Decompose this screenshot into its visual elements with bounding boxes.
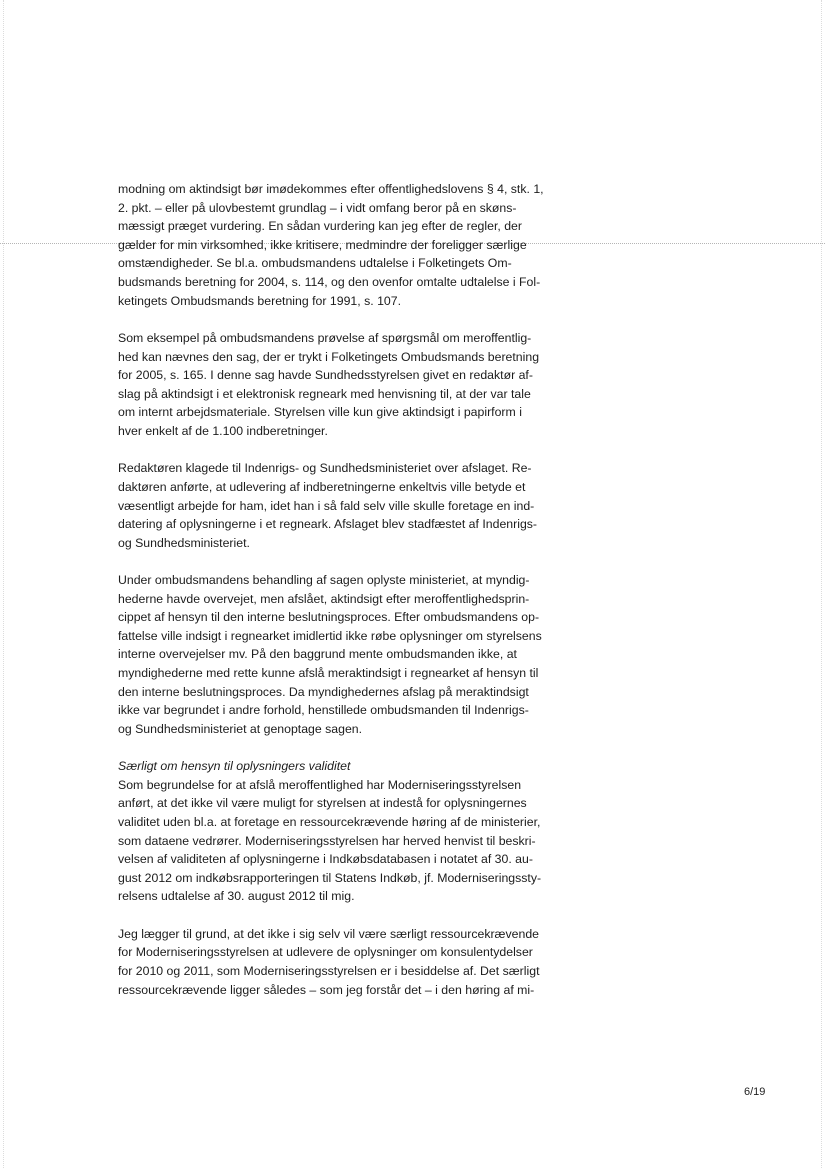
text-line: slag på aktindsigt i et elektronisk regneark med henvisning til, at der var tale xyxy=(118,386,531,401)
text-line: daktøren anførte, at udlevering af indberetningerne enkeltvis ville betyde et xyxy=(118,479,526,494)
text-line: velsen af validiteten af oplysningerne i Indkøbsdatabasen i notatet af 30. au- xyxy=(118,852,533,867)
paragraph xyxy=(118,180,580,310)
text-line: hed kan nævnes den sag, der er trykt i Folketingets Ombudsmands beretning xyxy=(118,349,540,364)
text-line: hver enkelt af de 1.100 indberetninger. xyxy=(118,423,328,438)
paragraph xyxy=(118,776,580,906)
text-line: væsentligt arbejde for ham, idet han i så fald selv ville skulle foretage en ind- xyxy=(118,498,535,513)
text-line: interne overvejelser mv. På den baggrund mente ombudsmanden ikke, at xyxy=(118,647,517,662)
text-line: Redaktøren klagede til Indenrigs- og Sundhedsministeriet over afslaget. Re- xyxy=(118,461,532,476)
document-body xyxy=(118,180,580,999)
text-line: for 2010 og 2011, som Moderniseringsstyrelsen er i besiddelse af. Det særligt xyxy=(118,963,540,978)
paragraph-gap xyxy=(118,310,580,329)
section-heading: Særligt om hensyn til oplysningers validitet xyxy=(118,759,351,774)
text-line: og Sundhedsministeriet. xyxy=(118,535,250,550)
text-line: den interne beslutningsproces. Da myndighedernes afslag på meraktindsigt xyxy=(118,684,529,699)
paragraph xyxy=(118,925,580,999)
scan-edge-right xyxy=(821,0,822,1168)
text-line: Som eksempel på ombudsmandens prøvelse af spørgsmål om meroffentlig- xyxy=(118,330,532,345)
text-line: modning om aktindsigt bør imødekommes efter offentlighedslovens § 4, stk. 1, xyxy=(118,182,544,196)
text-line: som dataene vedrører. Moderniseringsstyrelsen har herved henvist til beskri- xyxy=(118,833,536,848)
text-line: for Moderniseringsstyrelsen at udlevere de oplysninger om konsulentydelser xyxy=(118,945,533,960)
text-line: Under ombudsmandens behandling af sagen oplyste ministeriet, at myndig- xyxy=(118,573,530,588)
text-line: omstændigheder. Se bl.a. ombudsmandens udtalelse i Folketingets Om- xyxy=(118,256,512,271)
text-line: validitet uden bl.a. at foretage en ressourcekrævende høring af de ministerier, xyxy=(118,815,541,829)
text-line: budsmands beretning for 2004, s. 114, og den ovenfor omtalte udtalelse i Fol- xyxy=(118,274,541,289)
text-line: relsens udtalelse af 30. august 2012 til mig. xyxy=(118,889,355,904)
text-line: Jeg lægger til grund, at det ikke i sig selv vil være særligt ressourcekrævende xyxy=(118,926,540,941)
paragraph-gap xyxy=(118,441,580,460)
text-line: cippet af hensyn til den interne beslutningsproces. Efter ombudsmandens op- xyxy=(118,610,540,625)
text-line: Som begrundelse for at afslå meroffentlighed har Moderniseringsstyrelsen xyxy=(118,777,522,792)
text-line: myndighederne med rette kunne afslå meraktindsigt i regnearket af hensyn til xyxy=(118,666,539,681)
paragraph-gap xyxy=(118,906,580,925)
text-line: ikke var begrundet i andre forhold, henstillede ombudsmanden til Indenrigs- xyxy=(118,703,529,718)
text-line: og Sundhedsministeriet at genoptage sagen. xyxy=(118,721,363,736)
paragraph-gap xyxy=(118,738,580,757)
scan-edge-left xyxy=(3,0,4,1168)
page-number: 6/19 xyxy=(744,1086,766,1098)
text-line: 2. pkt. – eller på ulovbestemt grundlag – i vidt omfang beror på en skøns- xyxy=(118,200,517,215)
text-line: hederne havde overvejet, men afslået, aktindsigt efter meroffentlighedsprin- xyxy=(118,591,530,606)
text-line: fattelse ville indsigt i regnearket imidlertid ikke røbe oplysninger om styrelsens xyxy=(118,628,542,643)
text-line: ketingets Ombudsmands beretning for 1991, s. 107. xyxy=(118,293,401,308)
text-line: for 2005, s. 165. I denne sag havde Sundhedsstyrelsen givet en redaktør af- xyxy=(118,368,533,383)
text-line: om internt arbejdsmateriale. Styrelsen ville kun give aktindsigt i papirform i xyxy=(118,405,522,420)
text-line: datering af oplysningerne i et regneark. Afslaget blev stadfæstet af Indenrigs- xyxy=(118,517,538,532)
paragraph xyxy=(118,459,580,552)
text-line: ressourcekrævende ligger således – som jeg forstår det – i den høring af mi- xyxy=(118,982,535,997)
text-line: anført, at det ikke vil være muligt for styrelsen at indestå for oplysningernes xyxy=(118,796,527,811)
text-line: mæssigt præget vurdering. En sådan vurdering kan jeg efter de regler, der xyxy=(118,219,522,234)
paragraph xyxy=(118,571,580,738)
paragraph xyxy=(118,329,580,441)
text-line: gust 2012 om indkøbsrapporteringen til Statens Indkøb, jf. Moderniseringssty- xyxy=(118,870,542,885)
paragraph-gap xyxy=(118,552,580,571)
text-line: gælder for min virksomhed, ikke kritisere, medmindre der foreligger særlige xyxy=(118,237,527,252)
